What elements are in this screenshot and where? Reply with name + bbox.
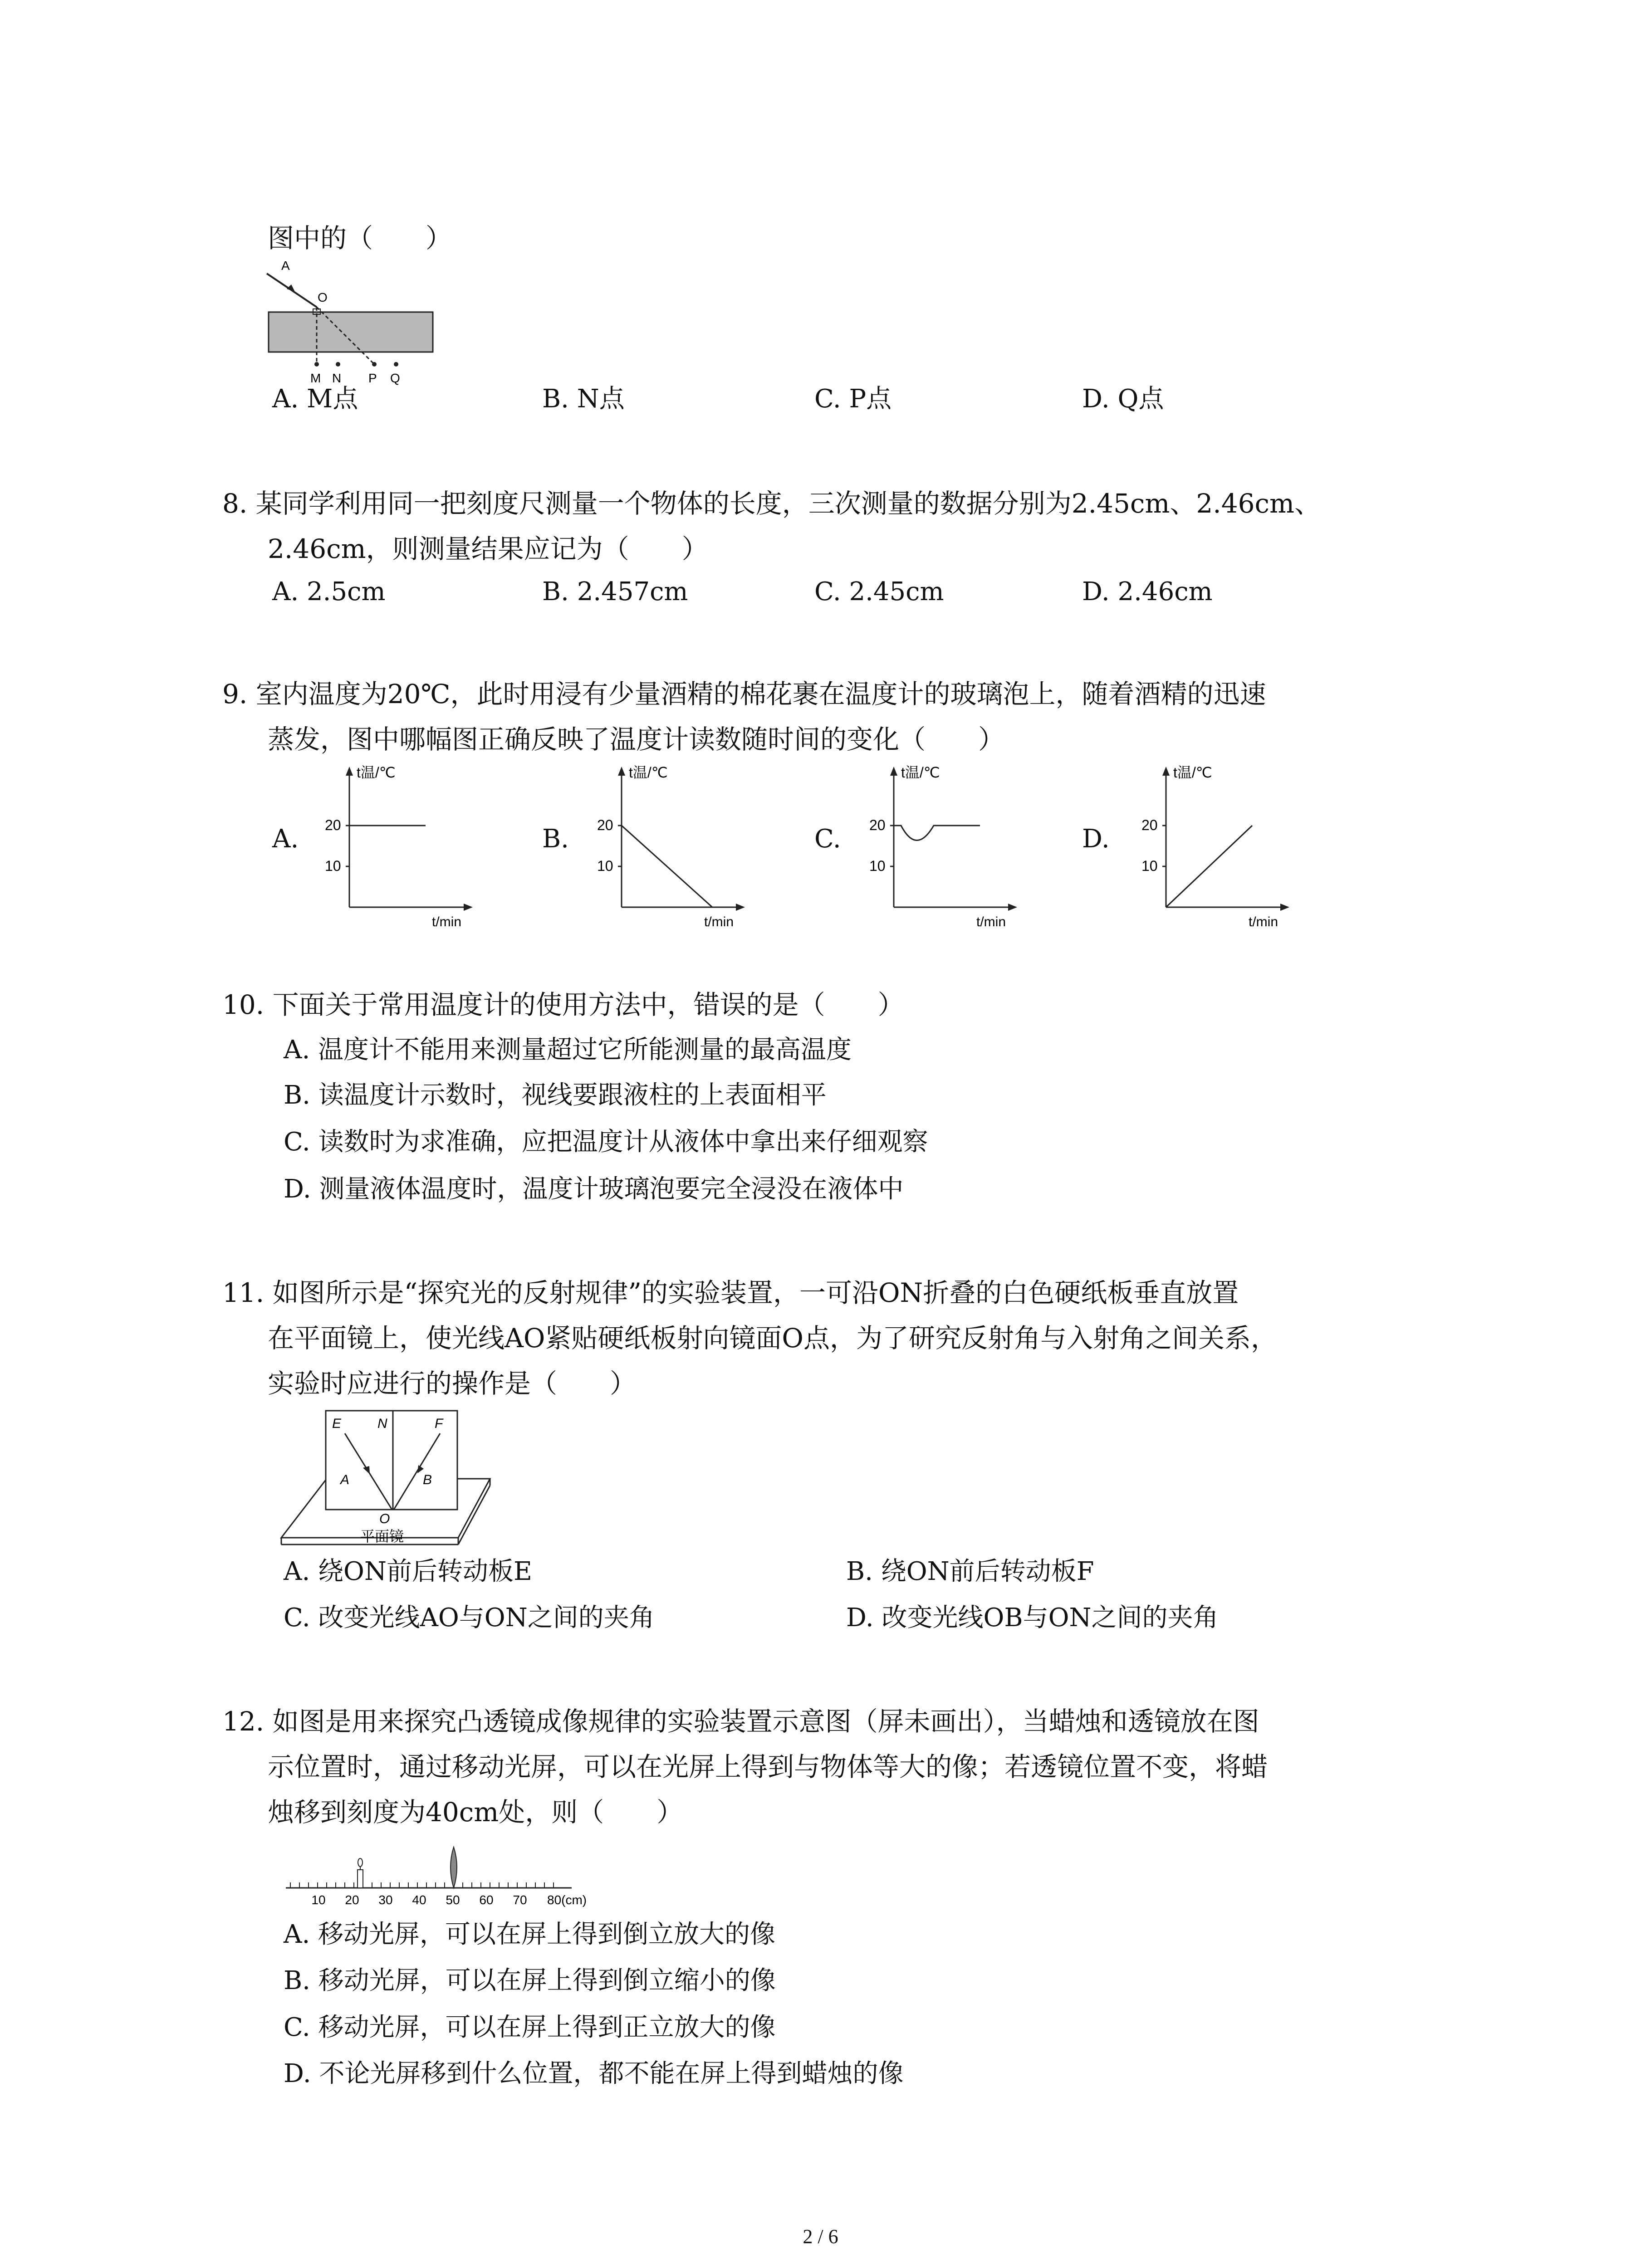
q9-graph-b-y-axis: t温/℃ (629, 764, 668, 781)
q11-option-d[interactable]: D. 改变光线OB与ON之间的夹角 (846, 1603, 1219, 1633)
q11-option-c[interactable]: C. 改变光线AO与ON之间的夹角 (284, 1603, 655, 1633)
q11-reflection-figure (272, 1406, 508, 1556)
q12-ruler-tick-80: 80(cm) (547, 1893, 587, 1907)
q11-label-mirror: 平面镜 (360, 1528, 404, 1545)
q7-label-o: O (318, 290, 328, 304)
q7-option-a[interactable]: A. M点 (272, 384, 358, 414)
q11-label-b: B (423, 1472, 432, 1487)
q7-label-q: Q (390, 371, 400, 385)
q8-stem-line2: 2.46cm，则测量结果应记为（ ） (268, 533, 708, 564)
q9-graph-c-tick-10: 10 (869, 858, 886, 874)
q9-graph-b (585, 762, 758, 934)
q9-graph-d-tick-20: 20 (1141, 817, 1158, 833)
q7-label-m: M (310, 371, 321, 385)
q9-graph-b-tick-10: 10 (597, 858, 613, 874)
q10-stem-line1: 10. 下面关于常用温度计的使用方法中，错误的是（ ） (222, 989, 904, 1020)
q12-optical-bench-figure (281, 1846, 608, 1919)
q11-label-o: O (379, 1511, 390, 1526)
q10-option-c[interactable]: C. 读数时为求准确，应把温度计从液体中拿出来仔细观察 (284, 1127, 928, 1157)
q12-ruler-tick-50: 50 (446, 1893, 460, 1907)
q12-option-d[interactable]: D. 不论光屏移到什么位置，都不能在屏上得到蜡烛的像 (284, 2059, 904, 2088)
q7-label-a: A (281, 259, 290, 273)
q7-option-c[interactable]: C. P点 (814, 384, 892, 414)
q12-ruler-tick-60: 60 (479, 1893, 494, 1907)
q9-stem-line2: 蒸发，图中哪幅图正确反映了温度计读数随时间的变化（ ） (268, 724, 1005, 755)
q12-ruler-tick-10: 10 (311, 1893, 326, 1907)
q9-graph-a-x-axis: t/min (432, 914, 462, 929)
page-number: 2 / 6 (803, 2225, 838, 2248)
q12-option-c[interactable]: C. 移动光屏，可以在屏上得到正立放大的像 (284, 2013, 776, 2042)
q12-option-b[interactable]: B. 移动光屏，可以在屏上得到倒立缩小的像 (284, 1966, 776, 1995)
q9-graph-a-tick-10: 10 (325, 858, 341, 874)
q11-option-a[interactable]: A. 绕ON前后转动板E (284, 1557, 532, 1586)
q11-stem-line2: 在平面镜上，使光线AO紧贴硬纸板射向镜面O点，为了研究反射角与入射角之间关系， (268, 1323, 1277, 1354)
q10-option-b[interactable]: B. 读温度计示数时，视线要跟液柱的上表面相平 (284, 1080, 827, 1110)
q11-option-b[interactable]: B. 绕ON前后转动板F (846, 1557, 1094, 1586)
q9-graph-c (857, 762, 1030, 934)
q7-refraction-figure (263, 256, 445, 388)
q9-graph-b-x-axis: t/min (704, 914, 734, 929)
q8-option-d[interactable]: D. 2.46cm (1082, 577, 1213, 606)
q8-option-c[interactable]: C. 2.45cm (814, 577, 944, 606)
q9-graph-a-label[interactable]: A. (272, 824, 299, 854)
q9-graph-c-y-axis: t温/℃ (901, 764, 940, 781)
q10-option-d[interactable]: D. 测量液体温度时，温度计玻璃泡要完全浸没在液体中 (284, 1174, 904, 1204)
q11-label-n: N (377, 1416, 387, 1431)
q11-label-a: A (340, 1472, 350, 1487)
q9-graph-c-tick-20: 20 (869, 817, 886, 833)
q7-label-p: P (368, 371, 377, 385)
q9-graph-c-label[interactable]: C. (814, 824, 841, 854)
q9-stem-line1: 9. 室内温度为20℃，此时用浸有少量酒精的棉花裹在温度计的玻璃泡上，随着酒精的迅速 (222, 679, 1266, 709)
q12-stem-line2: 示位置时，通过移动光屏，可以在光屏上得到与物体等大的像；若透镜位置不变，将蜡 (268, 1751, 1268, 1782)
q9-graph-d (1130, 762, 1302, 934)
q9-graph-b-tick-20: 20 (597, 817, 613, 833)
q9-graph-d-x-axis: t/min (1249, 914, 1279, 929)
q12-ruler-tick-40: 40 (412, 1893, 426, 1907)
q9-graph-d-y-axis: t温/℃ (1173, 764, 1212, 781)
q9-graph-a-y-axis: t温/℃ (357, 764, 396, 781)
q9-graph-a-tick-20: 20 (325, 817, 341, 833)
q12-ruler-tick-70: 70 (513, 1893, 527, 1907)
q9-graph-d-label[interactable]: D. (1082, 824, 1110, 854)
q11-label-e: E (332, 1416, 342, 1431)
q12-stem-line1: 12. 如图是用来探究凸透镜成像规律的实验装置示意图（屏未画出），当蜡烛和透镜放在图 (222, 1706, 1259, 1737)
q10-option-a[interactable]: A. 温度计不能用来测量超过它所能测量的最高温度 (284, 1035, 852, 1065)
q12-ruler-tick-30: 30 (378, 1893, 393, 1907)
q11-label-f: F (435, 1416, 443, 1431)
q9-graph-a (313, 762, 485, 934)
q11-stem-line1: 11. 如图所示是“探究光的反射规律”的实验装置，一可沿ON折叠的白色硬纸板垂直放置 (222, 1277, 1239, 1308)
q8-stem-line1: 8. 某同学利用同一把刻度尺测量一个物体的长度，三次测量的数据分别为2.45cm、2.46cm、 (222, 488, 1321, 519)
q11-stem-line3: 实验时应进行的操作是（ ） (268, 1368, 637, 1399)
q7-stem-tail: 图中的（ ） (268, 223, 452, 254)
q7-label-n: N (332, 371, 342, 385)
q12-option-a[interactable]: A. 移动光屏，可以在屏上得到倒立放大的像 (284, 1920, 776, 1949)
q9-graph-b-label[interactable]: B. (542, 824, 569, 854)
q9-graph-c-x-axis: t/min (976, 914, 1006, 929)
q7-option-b[interactable]: B. N点 (542, 384, 625, 414)
q12-stem-line3: 烛移到刻度为40cm处，则（ ） (268, 1797, 683, 1828)
q8-option-b[interactable]: B. 2.457cm (542, 577, 688, 606)
q8-option-a[interactable]: A. 2.5cm (272, 577, 386, 606)
q9-graph-d-tick-10: 10 (1141, 858, 1158, 874)
q7-option-d[interactable]: D. Q点 (1082, 384, 1164, 414)
q12-ruler-tick-20: 20 (345, 1893, 359, 1907)
